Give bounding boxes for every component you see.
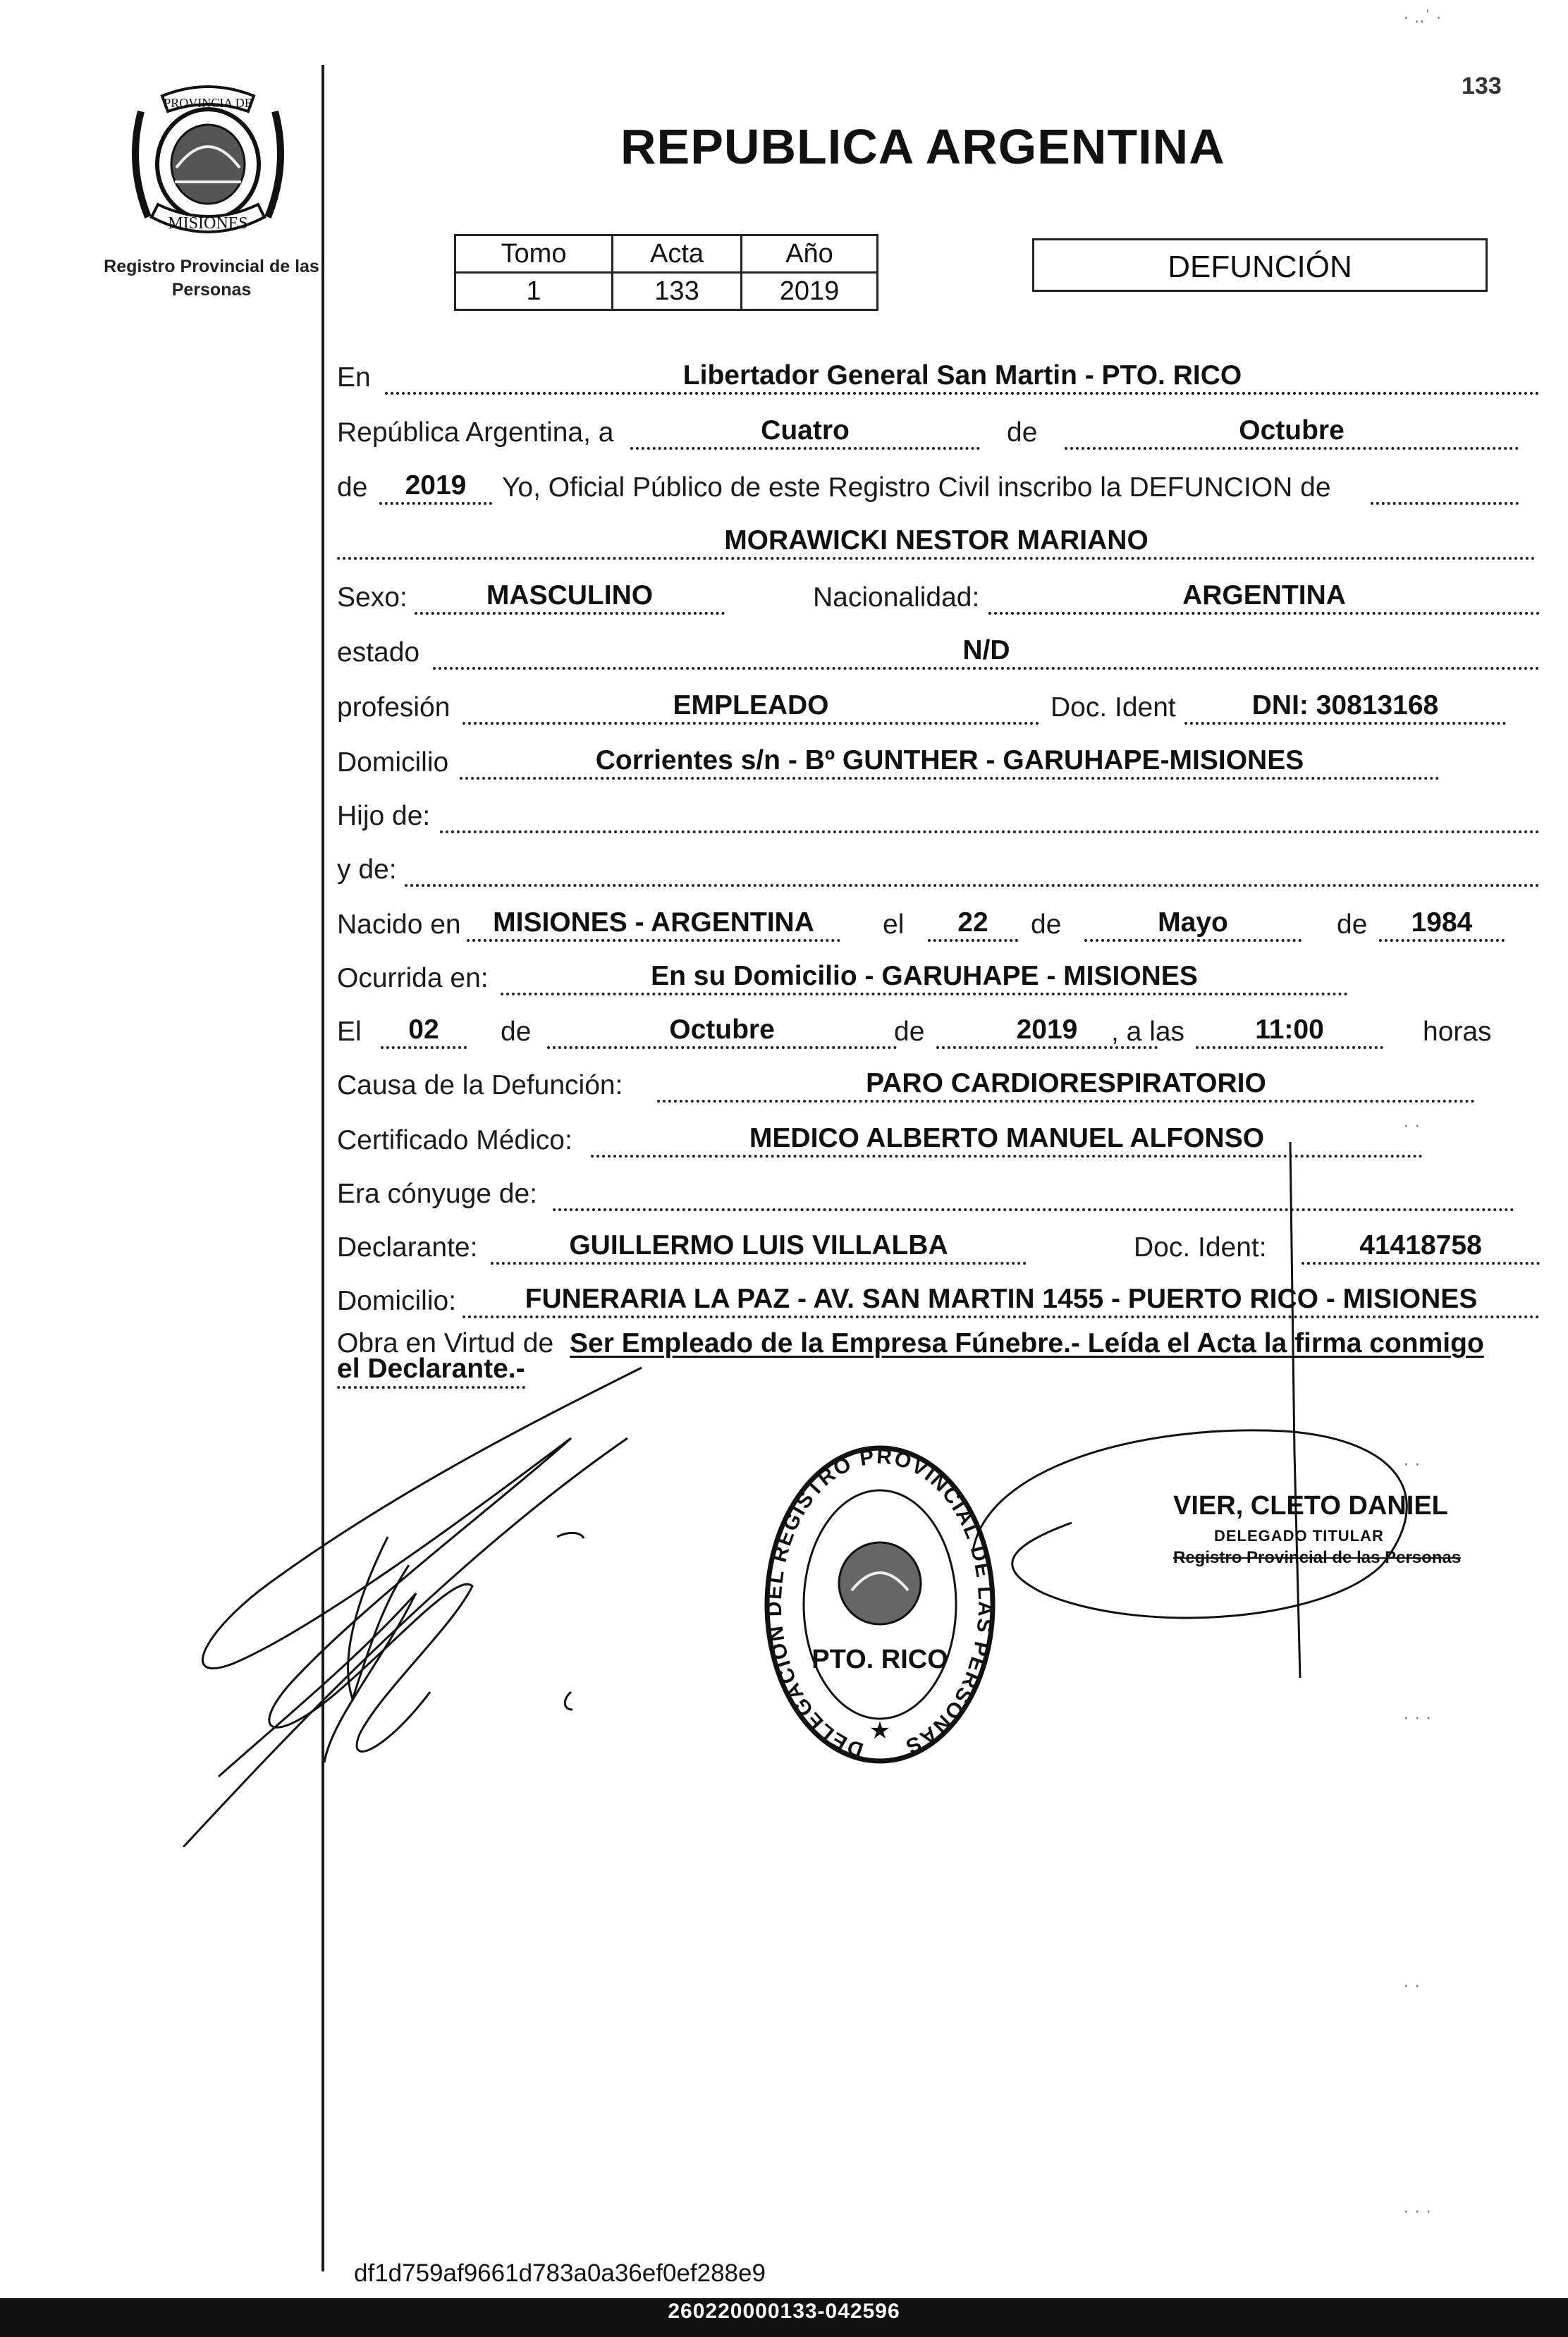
address-label: Domicilio [337, 747, 449, 778]
row-born [337, 904, 1544, 946]
row-death-date [337, 1011, 1544, 1053]
row-deceased-name [337, 522, 1544, 564]
nationality-value: ARGENTINA [988, 579, 1540, 615]
death-day-value: 02 [381, 1014, 467, 1049]
svg-text:PROVINCIA DE: PROVINCIA DE [164, 96, 252, 110]
margin-rule [321, 65, 324, 2271]
svg-text:★: ★ [869, 1717, 891, 1744]
tomo-value: 1 [455, 273, 613, 310]
death-time-value: 11:00 [1196, 1014, 1383, 1049]
scan-artifact: · · [1403, 1452, 1421, 1473]
declarant-doc-label: Doc. Ident: [1134, 1232, 1267, 1263]
svg-text:PTO. RICO: PTO. RICO [811, 1645, 948, 1674]
province-crest-logo [120, 83, 296, 245]
doc-label: Doc. Ident [1051, 692, 1176, 723]
at-label: , a las [1111, 1017, 1185, 1047]
row-sex-nationality [337, 577, 1544, 619]
civil-status-value: N/D [433, 634, 1540, 670]
address-value: Corrientes s/n - Bº GUNTHER - GARUHAPE-MISIONES [460, 744, 1440, 780]
and-of-label: y de: [337, 854, 397, 885]
scan-artifact: · · [1403, 1114, 1421, 1135]
born-day-value: 22 [928, 907, 1018, 942]
page-number: 133 [1462, 73, 1502, 99]
virtue-tail: el Declarante.- [337, 1354, 525, 1389]
profession-value: EMPLEADO [463, 689, 1039, 725]
born-label: Nacido en [337, 909, 461, 940]
inscribo-text: Yo, Oficial Público de este Registro Civil inscribo la DEFUNCION de [502, 472, 1331, 503]
row-profession [337, 687, 1544, 729]
inscribo-fill [1371, 470, 1519, 505]
row-son-of [337, 795, 1544, 838]
declarant-signature [176, 1354, 670, 1847]
row-cause [337, 1065, 1544, 1107]
and-of-value [405, 852, 1540, 887]
officer-org: Registro Provincial de las Personas [1173, 1548, 1462, 1567]
officer-name: VIER, CLETO DANIEL [1173, 1491, 1448, 1521]
de-label-3: de [1031, 909, 1062, 940]
registry-name: Registro Provincial de las Personas [104, 257, 319, 300]
virtue-label: Obra en Virtud de [337, 1328, 554, 1358]
document-hash: df1d759af9661d783a0a36ef0ef288e9 [354, 2259, 766, 2287]
footer-code: 260220000133-042596 [668, 2300, 900, 2323]
row-inscribo [337, 467, 1544, 509]
acta-header: Acta [613, 235, 742, 273]
de-label-6: de [894, 1017, 925, 1047]
el-label: el [883, 909, 905, 940]
scan-artifact: · · · [1403, 2200, 1432, 2221]
death-month-value: Octubre [547, 1014, 897, 1049]
cause-value: PARO CARDIORESPIRATORIO [657, 1067, 1475, 1103]
de-label-2: de [337, 472, 368, 503]
de-label-4: de [1337, 909, 1368, 940]
certificate-label: Certificado Médico: [337, 1125, 572, 1155]
born-year-value: 1984 [1379, 907, 1505, 942]
nationality-label: Nacionalidad: [813, 582, 980, 613]
row-date-words [337, 412, 1544, 454]
place-label: En [337, 362, 371, 393]
de-label-5: de [501, 1017, 532, 1047]
occurred-place-value: En su Domicilio - GARUHAPE - MISIONES [501, 960, 1348, 995]
declarant-value: GUILLERMO LUIS VILLALBA [491, 1229, 1027, 1265]
hours-label: horas [1423, 1017, 1492, 1047]
born-month-value: Mayo [1084, 907, 1301, 942]
doc-value: DNI: 30813168 [1184, 689, 1506, 725]
svg-text:DELEGACION DEL REGISTRO PROVIN: DELEGACION DEL REGISTRO PROVINCIAL DE LAS PERSONAS [762, 1444, 998, 1762]
year-header: Año [742, 235, 878, 273]
el-label-2: El [337, 1017, 362, 1047]
deceased-name-value: MORAWICKI NESTOR MARIANO [337, 525, 1536, 560]
sex-value: MASCULINO [415, 579, 725, 615]
row-civil-status [337, 632, 1544, 674]
son-of-value [440, 798, 1540, 833]
scan-artifact: · ..ˈ · [1403, 6, 1442, 27]
document-title: REPUBLICA ARGENTINA [620, 119, 1225, 174]
occurred-label: Ocurrida en: [337, 963, 489, 993]
row-address [337, 742, 1544, 784]
row-occurred [337, 957, 1544, 1000]
day-words-value: Cuatro [630, 415, 980, 450]
declarant-label: Declarante: [337, 1232, 478, 1263]
place-value: Libertador General San Martin - PTO. RICO [385, 360, 1540, 395]
acta-value: 133 [613, 273, 742, 310]
declarant-address-label: Domicilio: [337, 1286, 457, 1316]
officer-role: DELEGADO TITULAR [1214, 1527, 1384, 1545]
svg-text:MISIONES: MISIONES [168, 214, 248, 233]
virtue-value: Ser Empleado de la Empresa Fúnebre.- Leída el Acta la firma conmigo [570, 1328, 1484, 1358]
tomo-header: Tomo [455, 235, 613, 273]
scan-artifact: · · [1403, 1974, 1421, 1995]
cause-label: Causa de la Defunción: [337, 1070, 623, 1100]
sex-label: Sexo: [337, 582, 408, 613]
registry-seal [760, 1435, 1000, 1767]
civil-status-label: estado [337, 637, 420, 668]
year-value-text: 2019 [379, 470, 492, 505]
death-year-value: 2019 [936, 1014, 1158, 1049]
declarant-doc-value: 41418758 [1301, 1229, 1540, 1265]
spouse-label: Era cónyuge de: [337, 1179, 538, 1209]
certificate-value: MEDICO ALBERTO MANUEL ALFONSO [591, 1122, 1423, 1158]
born-place-value: MISIONES - ARGENTINA [467, 907, 840, 942]
declarant-address-value: FUNERARIA LA PAZ - AV. SAN MARTIN 1455 - PUERTO RICO - MISIONES [463, 1283, 1540, 1318]
year-value: 2019 [742, 273, 878, 310]
scan-artifact: · · · [1403, 1706, 1432, 1727]
month-value: Octubre [1065, 415, 1519, 450]
son-of-label: Hijo de: [337, 801, 431, 831]
row-place [337, 357, 1544, 399]
row-and-of [337, 849, 1544, 891]
record-type-box: DEFUNCIÓN [1032, 238, 1488, 292]
profession-label: profesión [337, 692, 451, 723]
de-label-1: de [1007, 417, 1038, 448]
reference-table [454, 234, 878, 311]
country-label: República Argentina, a [337, 417, 614, 448]
